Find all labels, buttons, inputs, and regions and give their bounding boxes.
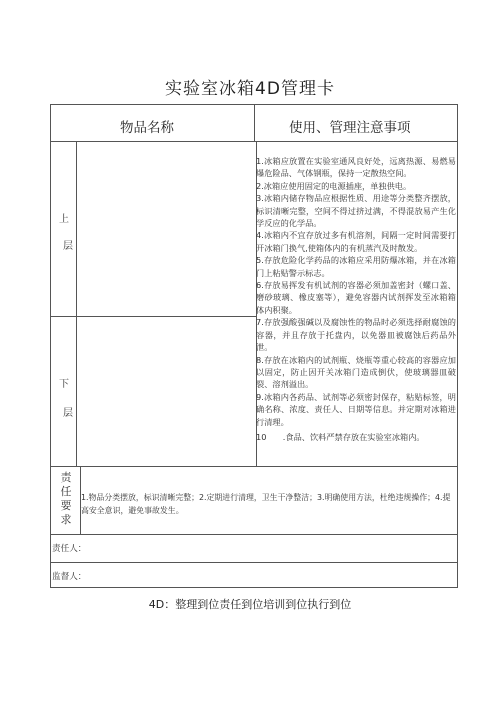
notes-bottom-rule — [51, 466, 457, 467]
note-item: 2.冰箱应使用固定的电源插座，单独供电。 — [256, 180, 412, 191]
header-column-rule — [254, 105, 255, 142]
notes-column-header: 使用、管理注意事项 — [289, 120, 411, 136]
page-title: 实验室冰箱4D管理卡 — [165, 79, 335, 99]
supervisor-label: 监督人： — [52, 572, 87, 582]
management-card-table — [50, 104, 458, 588]
note-item: 3.冰箱内储存物品应根据性质、用途等分类整齐摆放，标识清晰完整，空间不得过挤过满，不得混放易产生化学反应的化学品。 — [256, 193, 456, 229]
requirements-text: 1.物品分类摆放，标识清晰完整；2.定期进行清理，卫生干净整洁；3.明确使用方法，杜绝违规操作；4.提高安全意识，避免事故发生。 — [81, 493, 451, 515]
responsible-person-label: 责任人： — [52, 544, 87, 554]
lower-layer-label-char: 下 — [59, 379, 69, 390]
lower-layer-label-char: 层 — [63, 408, 73, 419]
requirements-label-char: 任 — [60, 485, 72, 498]
upper-layer-items-cell[interactable] — [77, 142, 256, 316]
4d-slogan: 4D：整理到位责任到位培训到位执行到位 — [148, 598, 352, 611]
requirements-label-char: 责 — [60, 471, 72, 484]
supervisor-field[interactable] — [99, 563, 455, 587]
note-item: 10 .食品、饮料严禁存放在实验室冰箱内。 — [256, 431, 425, 442]
responsible-person-field[interactable] — [99, 535, 455, 562]
upper-layer-label-char: 层 — [63, 241, 73, 252]
upper-layer-label-char: 上 — [59, 214, 69, 225]
requirements-label-char: 要 — [60, 499, 72, 512]
usage-notes-list — [256, 155, 456, 443]
note-item: 8.存放在冰箱内的试剂瓶、烧瓶等重心较高的容器应加以固定，防止因开关冰箱门造成倒伏，使玻璃器皿破裂、溶剂溢出。 — [256, 354, 456, 390]
lower-layer-items-cell[interactable] — [77, 317, 256, 466]
items-column-header: 物品名称 — [120, 120, 174, 136]
note-item: 5.存放危险化学药品的冰箱应采用防爆冰箱，并在冰箱门上粘贴警示标志。 — [256, 255, 456, 278]
note-item: 9.冰箱内各药品、试剂等必须密封保存，粘贴标签，明确名称、浓度、责任人、日期等信息。并定期对冰箱进行清理。 — [256, 391, 456, 427]
note-item: 4.冰箱内不宜存放过多有机溶剂，间隔一定时间需要打开冰箱门换气,使箱体内的有机蒸汽及时散发。 — [256, 230, 456, 253]
note-item: 1.冰箱应放置在实验室通风良好处，远离热源、易燃易爆危险品、气体钢瓶，保持一定散热空间。 — [256, 156, 456, 179]
note-item: 6.存放易挥发有机试剂的容器必须加盖密封（螺口盖、磨砂玻璃、橡皮塞等），避免容器内试剂挥发至冰箱箱体内积聚。 — [256, 280, 456, 315]
note-item: 7.存放强酸强碱以及腐蚀性的物品时必须选择耐腐蚀的容器，并且存放于托盘内，以免器皿被腐蚀后药品外泄。 — [256, 317, 456, 353]
requirements-label-char: 求 — [60, 513, 72, 526]
